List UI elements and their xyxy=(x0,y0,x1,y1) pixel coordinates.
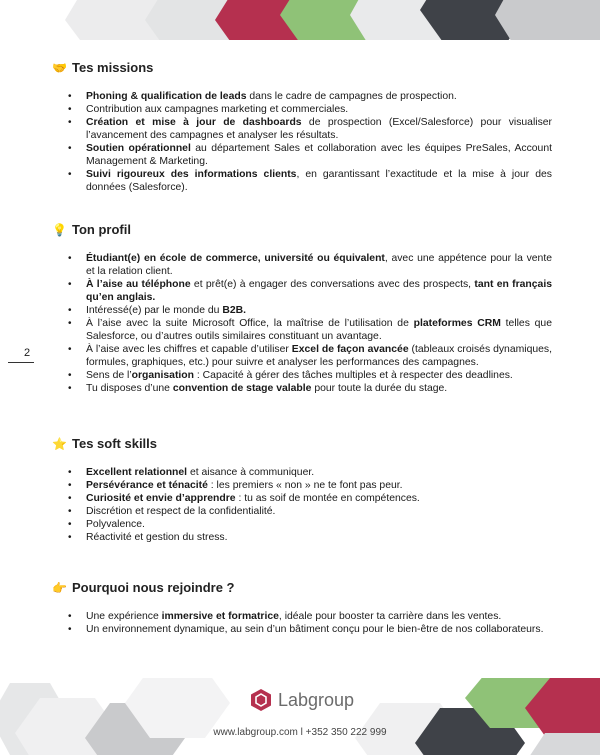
list-item: • Soutien opérationnel au département Sales et collaboration avec les équipes PreSales, Account Management & Marketing. xyxy=(52,142,552,168)
footer-contact: www.labgroup.com l +352 350 222 999 xyxy=(213,727,387,738)
labgroup-hexagon-icon xyxy=(250,688,272,712)
pointing-hand-icon: 👉 xyxy=(52,580,67,595)
header-decoration xyxy=(0,0,600,40)
section-title-text: Ton profil xyxy=(72,222,131,237)
list-item: • Réactivité et gestion du stress. xyxy=(52,531,552,544)
section-profil xyxy=(52,222,552,395)
list-item: • À l’aise au téléphone et prêt(e) à engager des conversations avec des prospects, tant en français qu’en anglais. xyxy=(52,278,552,304)
list-item: • Un environnement dynamique, au sein d’un bâtiment conçu pour le bien-être de nos collaborateurs. xyxy=(52,623,552,636)
section-title-text: Tes soft skills xyxy=(72,436,158,451)
labgroup-logo xyxy=(250,688,354,712)
list-item: • À l’aise avec les chiffres et capable d’utiliser Excel de façon avancée (tableaux croisés dynamiques, formules, graphiques, etc.) pour suivre et analyser les performances des campagnes. xyxy=(52,343,552,369)
header-hexagons xyxy=(0,0,600,40)
softskills-list xyxy=(52,466,552,544)
list-item: • Excellent relationnel et aisance à communiquer. xyxy=(52,466,552,479)
section-softskills xyxy=(52,436,552,544)
section-title-text: Pourquoi nous rejoindre ? xyxy=(72,580,235,595)
list-item: • Polyvalence. xyxy=(52,518,552,531)
list-item: • Sens de l’organisation : Capacité à gérer des tâches multiples et à respecter des deadlines. xyxy=(52,369,552,382)
list-item: • Discrétion et respect de la confidentialité. xyxy=(52,505,552,518)
list-item: • Suivi rigoureux des informations clients, en garantissant l’exactitude et la mise à jour des données (Salesforce). xyxy=(52,168,552,194)
list-item: • Curiosité et envie d’apprendre : tu as soif de montée en compétences. xyxy=(52,492,552,505)
rejoindre-list xyxy=(52,610,552,636)
profil-list xyxy=(52,252,552,395)
section-rejoindre xyxy=(52,580,552,636)
section-title-text: Tes missions xyxy=(72,60,154,75)
list-item: • À l’aise avec la suite Microsoft Office, la maîtrise de l’utilisation de plateformes CRM telles que Salesforce, ou d’autres outils similaires constituant un avantage. xyxy=(52,317,552,343)
lightbulb-icon: 💡 xyxy=(52,222,67,237)
list-item: • Phoning & qualification de leads dans le cadre de campagnes de prospection. xyxy=(52,90,552,103)
page-number-rule xyxy=(8,362,34,363)
list-item: • Intéressé(e) par le monde du B2B. xyxy=(52,304,552,317)
missions-list xyxy=(52,90,552,194)
section-title-missions xyxy=(52,60,552,75)
logo-text: Labgroup xyxy=(278,689,355,710)
list-item: • Une expérience immersive et formatrice, idéale pour booster ta carrière dans les ventes. xyxy=(52,610,552,623)
list-item: • Tu disposes d’une convention de stage valable pour toute la durée du stage. xyxy=(52,382,552,395)
star-icon: ⭐ xyxy=(52,436,67,451)
list-item: • Contribution aux campagnes marketing et commerciales. xyxy=(52,103,552,116)
section-missions xyxy=(52,60,552,194)
section-title-softskills xyxy=(52,436,552,451)
list-item: • Persévérance et ténacité : les premiers « non » ne te font pas peur. xyxy=(52,479,552,492)
section-title-rejoindre xyxy=(52,580,552,595)
page-number: 2 xyxy=(24,347,31,359)
list-item: • Création et mise à jour de dashboards de prospection (Excel/Salesforce) pour visualiser l’avancement des campagnes et analyser les résultats. xyxy=(52,116,552,142)
section-title-profil xyxy=(52,222,552,237)
handshake-icon: 🤝 xyxy=(52,60,67,75)
list-item: • Étudiant(e) en école de commerce, université ou équivalent, avec une appétence pour la vente et la relation client. xyxy=(52,252,552,278)
